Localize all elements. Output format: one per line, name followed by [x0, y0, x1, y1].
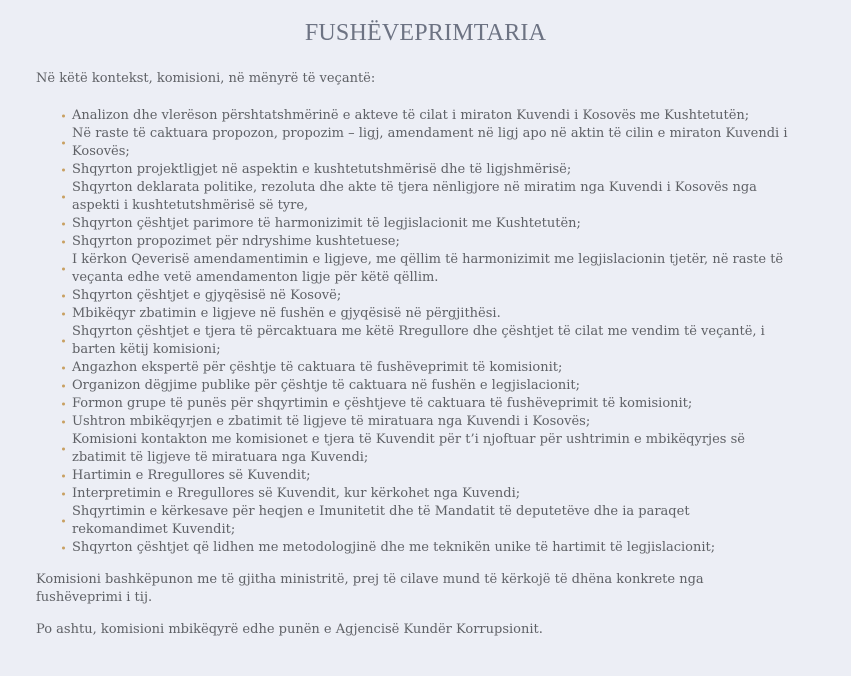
list-item: [72, 395, 788, 413]
intro-text: Në këtë kontekst, komisioni, në mënyrë të veçantë:: [36, 71, 376, 86]
list-item: [72, 413, 788, 431]
list-item: [72, 305, 788, 323]
list-item-text: Interpretimin e Rregullores së Kuvendit, kur kërkohet nga Kuvendi;: [72, 486, 521, 501]
list-item: [72, 215, 788, 233]
list-item: [72, 251, 788, 287]
scope-list: [36, 107, 788, 557]
list-item: [72, 125, 788, 161]
bullet-icon: [62, 313, 65, 316]
list-item-text: Shqyrton çështjet e gjyqësisë në Kosovë;: [72, 288, 342, 303]
list-item-text: Analizon dhe vlerëson përshtatshmërinë e akteve të cilat i miraton Kuvendi i Kosovës me Kushtetutën;: [72, 108, 750, 123]
bullet-icon: [62, 493, 65, 496]
bullet-icon: [62, 142, 65, 145]
bullet-icon: [62, 421, 65, 424]
list-item: [72, 485, 788, 503]
list-item: [72, 107, 788, 125]
list-item: [72, 431, 788, 467]
list-item-text: Shqyrton deklarata politike, rezoluta dhe akte të tjera nënligjore në miratim nga Kuvendi i Kosovës nga aspekti i kushtetutshmërisë së tyre,: [72, 180, 757, 213]
list-item: [72, 377, 788, 395]
list-item-text: I kërkon Qeverisë amendamentimin e ligjeve, me qëllim të harmonizimit me legjislacionin tjetër, në raste të veçanta edhe vetë amendamenton ligje për këtë qëllim.: [72, 252, 784, 285]
list-item-text: Hartimin e Rregullores së Kuvendit;: [72, 468, 311, 483]
list-item: [72, 467, 788, 485]
bullet-icon: [62, 340, 65, 343]
list-item: [72, 179, 788, 215]
page-title: FUSHËVEPRIMTARIA: [304, 20, 547, 46]
list-item-text: Ushtron mbikëqyrjen e zbatimit të ligjeve të miratuara nga Kuvendi i Kosovës;: [72, 414, 591, 429]
list-item-text: Shqyrton çështjet e tjera të përcaktuara me këtë Rregullore dhe çështjet të cilat me vendim të veçantë, i barten këtij komisioni;: [72, 324, 765, 357]
list-item: [72, 503, 788, 539]
bullet-icon: [62, 403, 65, 406]
bullet-icon: [62, 448, 65, 451]
bullet-icon: [62, 268, 65, 271]
list-item-text: Angazhon ekspertë për çështje të caktuara të fushëveprimit të komisionit;: [72, 360, 563, 375]
list-item: [72, 359, 788, 377]
list-item-text: Formon grupe të punës për shqyrtimin e çështjeve të caktuara të fushëveprimit të komisionit;: [72, 396, 693, 411]
cooperation-paragraph: Komisioni bashkëpunon me të gjitha ministritë, prej të cilave mund të kërkojë të dhëna konkrete nga fushëveprimi i tij.: [36, 572, 704, 605]
bullet-icon: [62, 115, 65, 118]
bullet-icon: [62, 475, 65, 478]
list-item: [72, 323, 788, 359]
list-item-text: Mbikëqyr zbatimin e ligjeve në fushën e gjyqësisë në përgjithësi.: [72, 306, 501, 321]
bullet-icon: [62, 196, 65, 199]
list-item-text: Shqyrton projektligjet në aspektin e kushtetutshmërisë dhe të ligjshmërisë;: [72, 162, 572, 177]
list-item-text: Në raste të caktuara propozon, propozim – ligj, amendament në ligj apo në aktin të cilin e miraton Kuvendi i Kosovës;: [72, 126, 788, 159]
list-item-text: Shqyrton propozimet për ndryshime kushtetuese;: [72, 234, 400, 249]
bullet-icon: [62, 385, 65, 388]
list-item-text: Komisioni kontakton me komisionet e tjera të Kuvendit për t’i njoftuar për ushtrimin e mbikëqyrjes së zbatimit të ligjeve të miratuara nga Kuvendi;: [72, 432, 745, 465]
bullet-icon: [62, 223, 65, 226]
bullet-icon: [62, 169, 65, 172]
list-item: [72, 233, 788, 251]
bullet-icon: [62, 547, 65, 550]
oversight-paragraph: Po ashtu, komisioni mbikëqyrë edhe punën e Agjencisë Kundër Korrupsionit.: [36, 622, 543, 637]
bullet-icon: [62, 241, 65, 244]
bullet-icon: [62, 295, 65, 298]
list-item: [72, 539, 788, 557]
list-item-text: Shqyrtimin e kërkesave për heqjen e Imunitetit dhe të Mandatit të deputetëve dhe ia paraqet rekomandimet Kuvendit;: [72, 504, 690, 537]
list-item: [72, 161, 788, 179]
list-item-text: Shqyrton çështjet parimore të harmonizimit të legjislacionit me Kushtetutën;: [72, 216, 581, 231]
bullet-icon: [62, 367, 65, 370]
list-item-text: Organizon dëgjime publike për çështje të caktuara në fushën e legjislacionit;: [72, 378, 581, 393]
bullet-icon: [62, 520, 65, 523]
list-item-text: Shqyrton çështjet që lidhen me metodologjinë dhe me teknikën unike të hartimit të legjislacionit;: [72, 540, 716, 555]
list-item: [72, 287, 788, 305]
